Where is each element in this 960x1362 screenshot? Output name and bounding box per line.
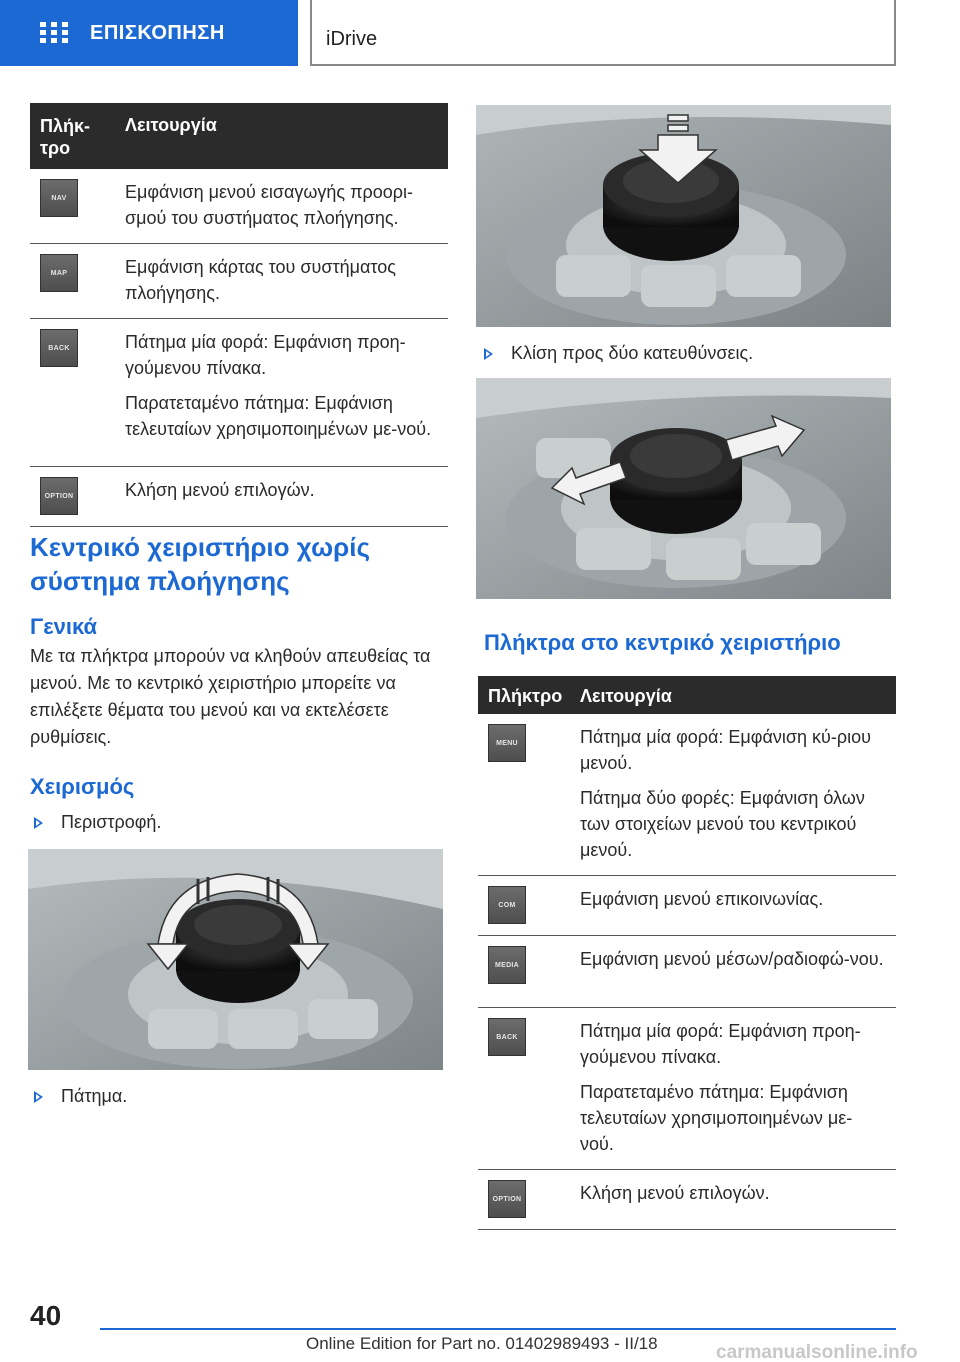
function-cell [580,714,896,875]
list-item: Περιστροφή. [34,812,161,833]
watermark: carmanualsonline.info [716,1342,918,1362]
column-header-function: Λειτουργία [125,115,217,135]
key-table-navigation [30,103,448,527]
key-cell [30,244,125,318]
function-text: Εμφάνιση μενού εισαγωγής προορι-σμού του συστήματος πλοήγησης. [125,182,414,228]
table-row [478,1170,896,1230]
triangle-bullet-icon [34,817,43,829]
key-button-icon: NAV [40,179,78,217]
section-label: ΕΠΙΣΚΟΠΗΣΗ [90,21,225,44]
key-button-icon: MEDIA [488,946,526,984]
column-header-key: Πλήκτρο [488,686,563,706]
function-cell [580,1008,896,1169]
key-cell [478,1170,580,1229]
table-row [30,467,448,527]
function-text: Παρατεταμένο πάτημα: Εμφάνιση τελευταίων χρησιμοποιημένων με-νού. [125,393,432,439]
column-header-key: Πλήκ- τρο [40,116,91,158]
function-cell [125,467,448,526]
section-title: Κεντρικό χειριστήριο χωρίς σύστημα πλοήγησης [30,532,370,596]
function-text: Πάτημα μία φορά: Εμφάνιση προη-γούμενου πίνακα. [580,1021,861,1067]
triangle-bullet-icon [484,348,493,360]
function-text: Εμφάνιση μενού επικοινωνίας. [580,889,824,909]
controller-press-image [476,105,891,327]
function-text: Πάτημα μία φορά: Εμφάνιση προη-γούμενου πίνακα. [125,332,406,378]
key-cell [30,467,125,526]
function-cell [125,319,448,466]
controller-tilt-image [476,378,891,599]
table-row [478,936,896,1008]
key-button-icon: OPTION [488,1180,526,1218]
function-cell [580,936,896,1007]
list-item: Κλίση προς δύο κατευθύνσεις. [484,343,753,364]
keys-heading: Πλήκτρα στο κεντρικό χειριστήριο [484,630,841,655]
triangle-bullet-icon [34,1091,43,1103]
function-text: Πάτημα δύο φορές: Εμφάνιση όλων των στοιχείων μενού του κεντρικού μενού. [580,788,865,860]
table-row [478,714,896,876]
function-cell [580,876,896,935]
general-paragraph: Με τα πλήκτρα μπορούν να κληθούν απευθείας τα μενού. Με το κεντρικό χειριστήριο μπορείτε να επιλέξετε θέματα του μενού και να εκτελέσετε ρυθμίσεις. [30,646,431,747]
operation-heading: Χειρισμός [30,774,135,799]
table-row [478,876,896,936]
table-row [30,319,448,467]
footer-divider [100,1328,896,1330]
footer-edition: Online Edition for Part no. 01402989493 - II/18 [306,1334,658,1353]
key-cell [478,714,580,875]
key-cell [478,1008,580,1169]
key-cell [30,169,125,243]
key-button-icon: MENU [488,724,526,762]
key-cell [478,936,580,1007]
function-cell [580,1170,896,1229]
table-header [30,103,448,169]
key-button-icon: BACK [488,1018,526,1056]
function-text: Παρατεταμένο πάτημα: Εμφάνιση τελευταίων χρησιμοποιημένων με-νού. [580,1082,853,1154]
table-row [30,244,448,319]
key-button-icon: BACK [40,329,78,367]
function-text: Κλήση μενού επιλογών. [125,480,315,500]
column-header-function: Λειτουργία [580,686,672,706]
function-text: Πάτημα μία φορά: Εμφάνιση κύ-ριου μενού. [580,727,871,773]
table-body [30,169,448,527]
key-button-icon: COM [488,886,526,924]
function-cell [125,169,448,243]
function-cell [125,244,448,318]
key-table-controller [478,676,896,1230]
table-body [478,714,896,1230]
function-text: Εμφάνιση κάρτας του συστήματος πλοήγησης. [125,257,396,303]
table-header [478,676,896,714]
page-number: 40 [30,1300,62,1331]
controller-rotate-image [28,849,443,1070]
function-text: Εμφάνιση μενού μέσων/ραδιοφώ-νου. [580,949,884,969]
table-row [478,1008,896,1170]
function-text: Κλήση μενού επιλογών. [580,1183,770,1203]
section-nav-button[interactable] [0,0,298,66]
list-item: Πάτημα. [34,1086,127,1107]
chapter-tab[interactable]: iDrive [310,0,896,66]
key-button-icon: OPTION [40,477,78,515]
general-heading: Γενικά [30,614,98,639]
key-button-icon: MAP [40,254,78,292]
key-cell [30,319,125,466]
table-row [30,169,448,244]
key-cell [478,876,580,935]
grid-icon [40,22,68,44]
